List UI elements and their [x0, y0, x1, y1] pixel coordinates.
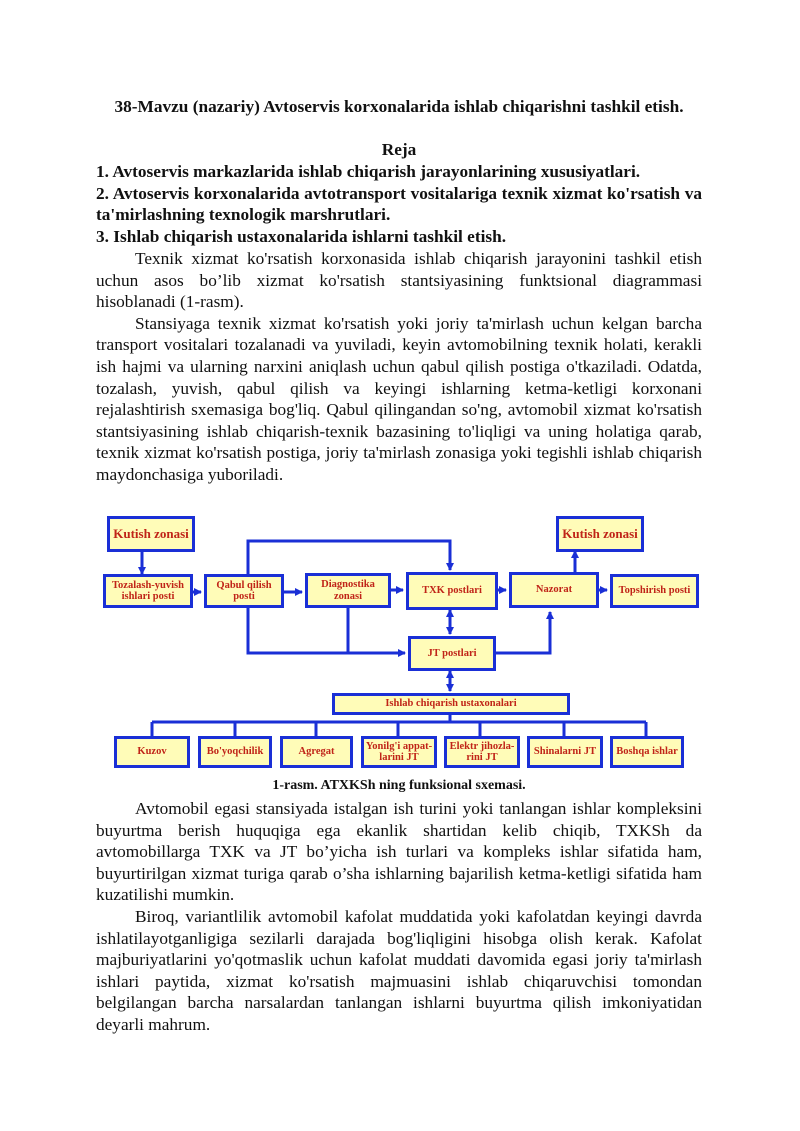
figure-caption: 1-rasm. ATXKSh ning funksional sxemasi. — [272, 778, 526, 793]
control-post: Nazorat — [509, 572, 599, 608]
txk-posts: TXK postlari — [406, 572, 498, 610]
wash-post: Tozalash-yuvish ishlari posti — [103, 574, 193, 608]
production-workshops: Ishlab chiqarish ustaxonalari — [332, 693, 570, 715]
paragraph: Avtomobil egasi stansiyada istalgan ish turini yoki tanlangan ishlar kompleksini buyurtma berish huquqiga ega ekanlik shartidan kelib chiqib, TXKSh da avtomobillarga TXK va JT bo’yicha ish turlari va kompleks ishlar sifatida ham, buyurtirilgan xizmat turiga qarab o’sha ishlarning bajarilish ketma-ketligi sifatida ham kuzatilishi mumkin. — [96, 799, 702, 905]
plan-item: 2. Avtoservis korxonalarida avtotransport vositalariga texnik xizmat ko'rsatish va ta'mirlashning texnologik marshrutlari. — [96, 183, 702, 225]
shop-paint: Bo'yoqchilik — [198, 736, 272, 768]
body-text-bottom — [96, 798, 702, 1036]
waiting-zone-left: Kutish zonasi — [107, 516, 195, 552]
arrow-jt-to-control — [495, 612, 550, 653]
document-title: 38-Mavzu (nazariy) Avtoservis korxonalarida ishlab chiqarishni tashkil etish. — [114, 97, 684, 116]
paragraph: Stansiyaga texnik xizmat ko'rsatish yoki joriy ta'mirlash uchun kelgan barcha transport vositalari tozalanadi va yuviladi, keyin avtomobilning texnik holati, kerakli ish hajmi va ularning narxini aniqlash uchun qabul qilish postiga o'tkaziladi. Odatda, tozalash, yuvish, qabul qilish va keyingi ishlarning ketma-ketligi korxonani rejalashtirish sxemasiga bog'liq. Qabul qilingandan so'ng, avtomobil xizmat ko'rsatish stantsiyasining ishlab chiqarish-texnik bazasining to'liqligi va uning holatiga qarab, texnik xizmat ko'rsatish postiga, joriy ta'mirlash zonasiga yoki tegishli ishlab chiqarish maydonchasiga yuboriladi. — [96, 313, 702, 484]
handover-post: Topshirish posti — [610, 574, 699, 608]
arrow-reception-to-txk-top — [248, 541, 450, 574]
arrow-reception-to-jt — [248, 608, 405, 653]
plan-item: 1. Avtoservis markazlarida ishlab chiqarish jarayonlarining xususiyatlari. — [96, 162, 641, 181]
shop-other: Boshqa ishlar — [610, 736, 684, 768]
plan-list — [96, 161, 702, 247]
paragraph: Biroq, variantlilik avtomobil kafolat muddatida yoki kafolatdan keyingi davrda ishlatilayotganligiga sezilarli darajada bog'liqligini hisobga olish kerak. Kafolat majburiyatlarini yo'qotmaslik uchun kafolat muddati davomida egasi joriy ta'mirlash ishlari paytida, xizmat ko'rsatish majmuasini ishlab chiqaruvchisi tomondan belgilangan barcha narsalardan tanlangan ishlarni buyurtma qilish imkoniyatidan deyarli mahrum. — [96, 906, 702, 1034]
shop-tires: Shinalarni JT — [527, 736, 603, 768]
plan-item: 3. Ishlab chiqarish ustaxonalarida ishlarni tashkil etish. — [96, 226, 507, 246]
reception-post: Qabul qilish posti — [204, 574, 284, 608]
jt-posts: JT postlari — [408, 636, 496, 671]
body-text-top — [96, 248, 702, 486]
diagnostics-zone: Diagnostika zonasi — [305, 573, 391, 608]
plan-heading: Reja — [381, 140, 417, 159]
shop-aggregate: Agregat — [280, 736, 353, 768]
shop-electric: Elektr jihozla-rini JT — [444, 736, 520, 768]
paragraph: Texnik xizmat ko'rsatish korxonasida ishlab chiqarish jarayonini tashkil etish uchun asos bo’lib xizmat ko'rsatish stantsiyasining funktsional diagrammasi hisoblanadi (1-rasm). — [96, 249, 702, 312]
shop-fuel: Yonilg'i appat-larini JT — [361, 736, 437, 768]
shop-body: Kuzov — [114, 736, 190, 768]
waiting-zone-right: Kutish zonasi — [556, 516, 644, 552]
